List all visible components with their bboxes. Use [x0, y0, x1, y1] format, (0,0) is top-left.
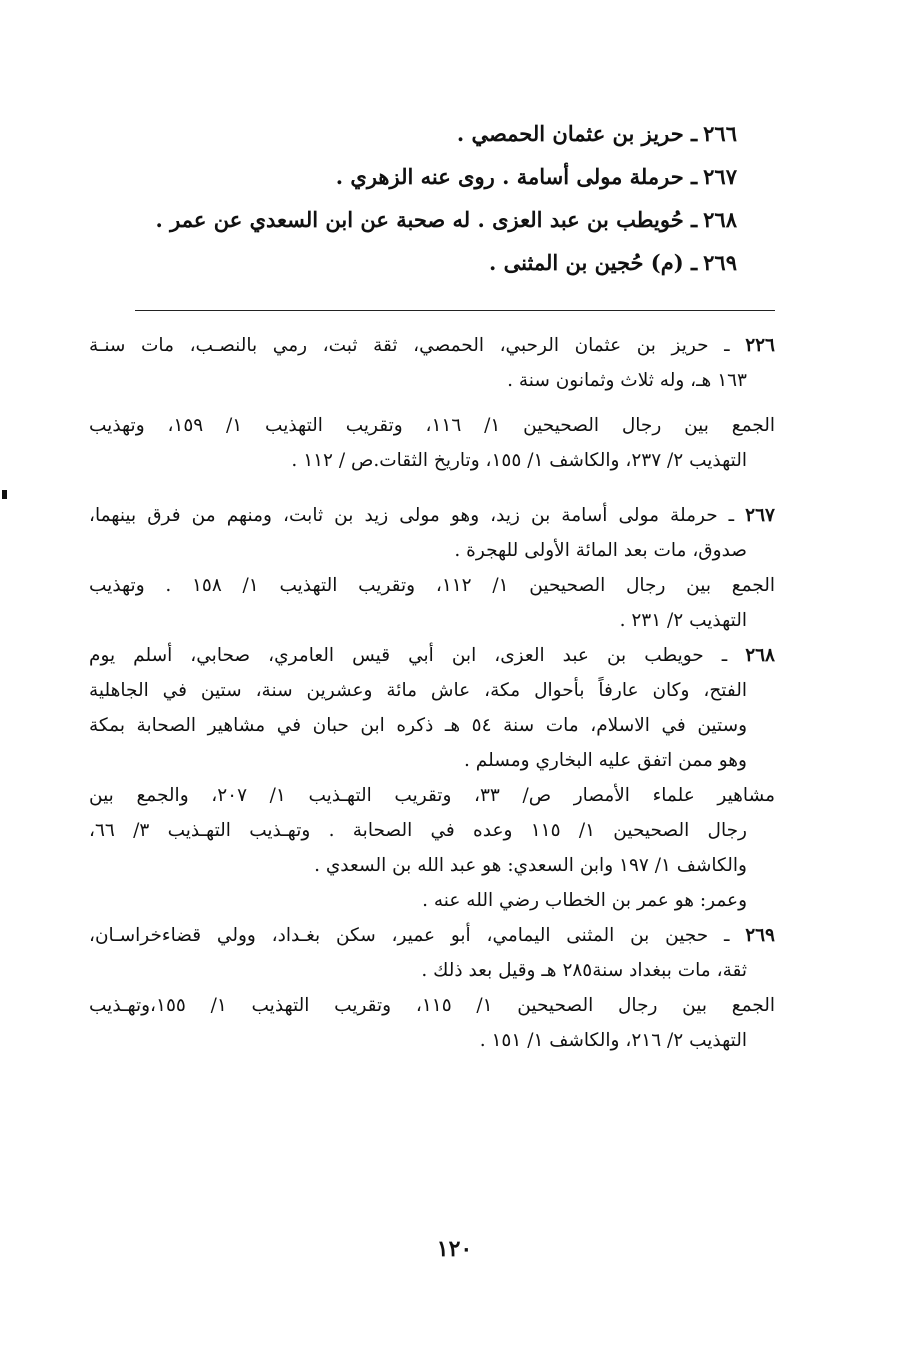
- footnote-refs-line: التهذيب ٢/ ٢٣١ .: [619, 610, 747, 631]
- footnote-line: ثقة، مات ببغداد سنة٢٨٥ هـ وقيل بعد ذلك .: [421, 960, 747, 981]
- footnote-refs-line: وعمر: هو عمر بن الخطاب رضي الله عنه .: [422, 890, 747, 911]
- footnotes: [89, 328, 775, 1058]
- main-entry: ٢٦٦ـ حريز بن عثمان الحمصي .: [456, 121, 737, 146]
- footnote-refs-line: رجال الصحيحين ١/ ١١٥ وعده في الصحابة . وتهـذيب التهـذيب ٣/ ٦٦،: [89, 820, 747, 841]
- main-entries: [117, 112, 737, 284]
- footnote-entry: [89, 328, 775, 478]
- page-number: ١٢٠: [436, 1236, 473, 1262]
- footnote-line: الفتح، وكان عارفاً بأحوال مكة، عاش مائة وعشرين سنة، ستين في الجاهلية: [89, 680, 747, 701]
- footnote-line: ٢٢٦ ـ حريز بن عثمان الرحبي، الحمصي، ثقة ثبت، رمي بالنصـب، مات سنـة: [89, 335, 775, 356]
- footnote-line: وهو ممن اتفق عليه البخاري ومسلم .: [464, 750, 747, 771]
- footnote-entry: [89, 498, 775, 638]
- footnote-refs-line: الجمع بين رجال الصحيحين ١/ ١١٦، وتقريب التهذيب ١/ ١٥٩، وتهذيب: [89, 415, 775, 436]
- footnote-separator: [135, 310, 775, 311]
- footnote-refs-line: الجمع بين رجال الصحيحين ١/ ١١٥، وتقريب التهذيب ١/ ١٥٥،وتهـذيب: [89, 995, 775, 1016]
- footnote-refs-line: الجمع بين رجال الصحيحين ١/ ١١٢، وتقريب التهذيب ١/ ١٥٨ . وتهذيب: [89, 575, 775, 596]
- footnote-line: ١٦٣ هـ، وله ثلاث وثمانون سنة .: [507, 370, 747, 391]
- footnote-line: ٢٦٨ ـ حويطب بن عبد العزى، ابن أبي قيس العامري، صحابي، أسلم يوم: [89, 645, 775, 666]
- footnote-entry: [89, 638, 775, 918]
- footnote-line: ٢٦٧ ـ حرملة مولى أسامة بن زيد، وهو مولى زيد بن ثابت، ومنهم من فرق بينهما،: [89, 505, 775, 526]
- main-entry: ٢٦٧ـ حرملة مولى أسامة . روى عنه الزهري .: [335, 164, 737, 189]
- footnote-refs-line: التهذيب ٢/ ٢٣٧، والكاشف ١/ ١٥٥، وتاريخ الثقات.ص / ١١٢ .: [291, 450, 747, 471]
- footnote-line: صدوق، مات بعد المائة الأولى للهجرة .: [454, 540, 747, 561]
- footnote-refs-line: مشاهير علماء الأمصار ص/ ٣٣، وتقريب التهـذيب ١/ ٢٠٧، والجمع بين: [89, 785, 775, 806]
- footnote-line: ٢٦٩ ـ حجين بن المثنى اليمامي، أبو عمير، سكن بغـداد، وولي قضاءخراسـان،: [89, 925, 775, 946]
- footnote-refs-line: والكاشف ١/ ١٩٧ وابن السعدي: هو عبد الله بن السعدي .: [314, 855, 747, 876]
- footnote-line: وستين في الاسلام، مات سنة ٥٤ هـ ذكره ابن حبان في مشاهير الصحابة بمكة: [89, 715, 748, 736]
- footnote-entry: [89, 918, 775, 1058]
- footnote-refs-line: التهذيب ٢/ ٢١٦، والكاشف ١/ ١٥١ .: [479, 1030, 747, 1051]
- main-entry: ٢٦٩ـ (م) حُجين بن المثنى .: [489, 250, 737, 275]
- main-entry: ٢٦٨ـ حُويطب بن عبد العزى . له صحبة عن ابن السعدي عن عمر .: [155, 207, 737, 232]
- scan-speck: [2, 490, 7, 499]
